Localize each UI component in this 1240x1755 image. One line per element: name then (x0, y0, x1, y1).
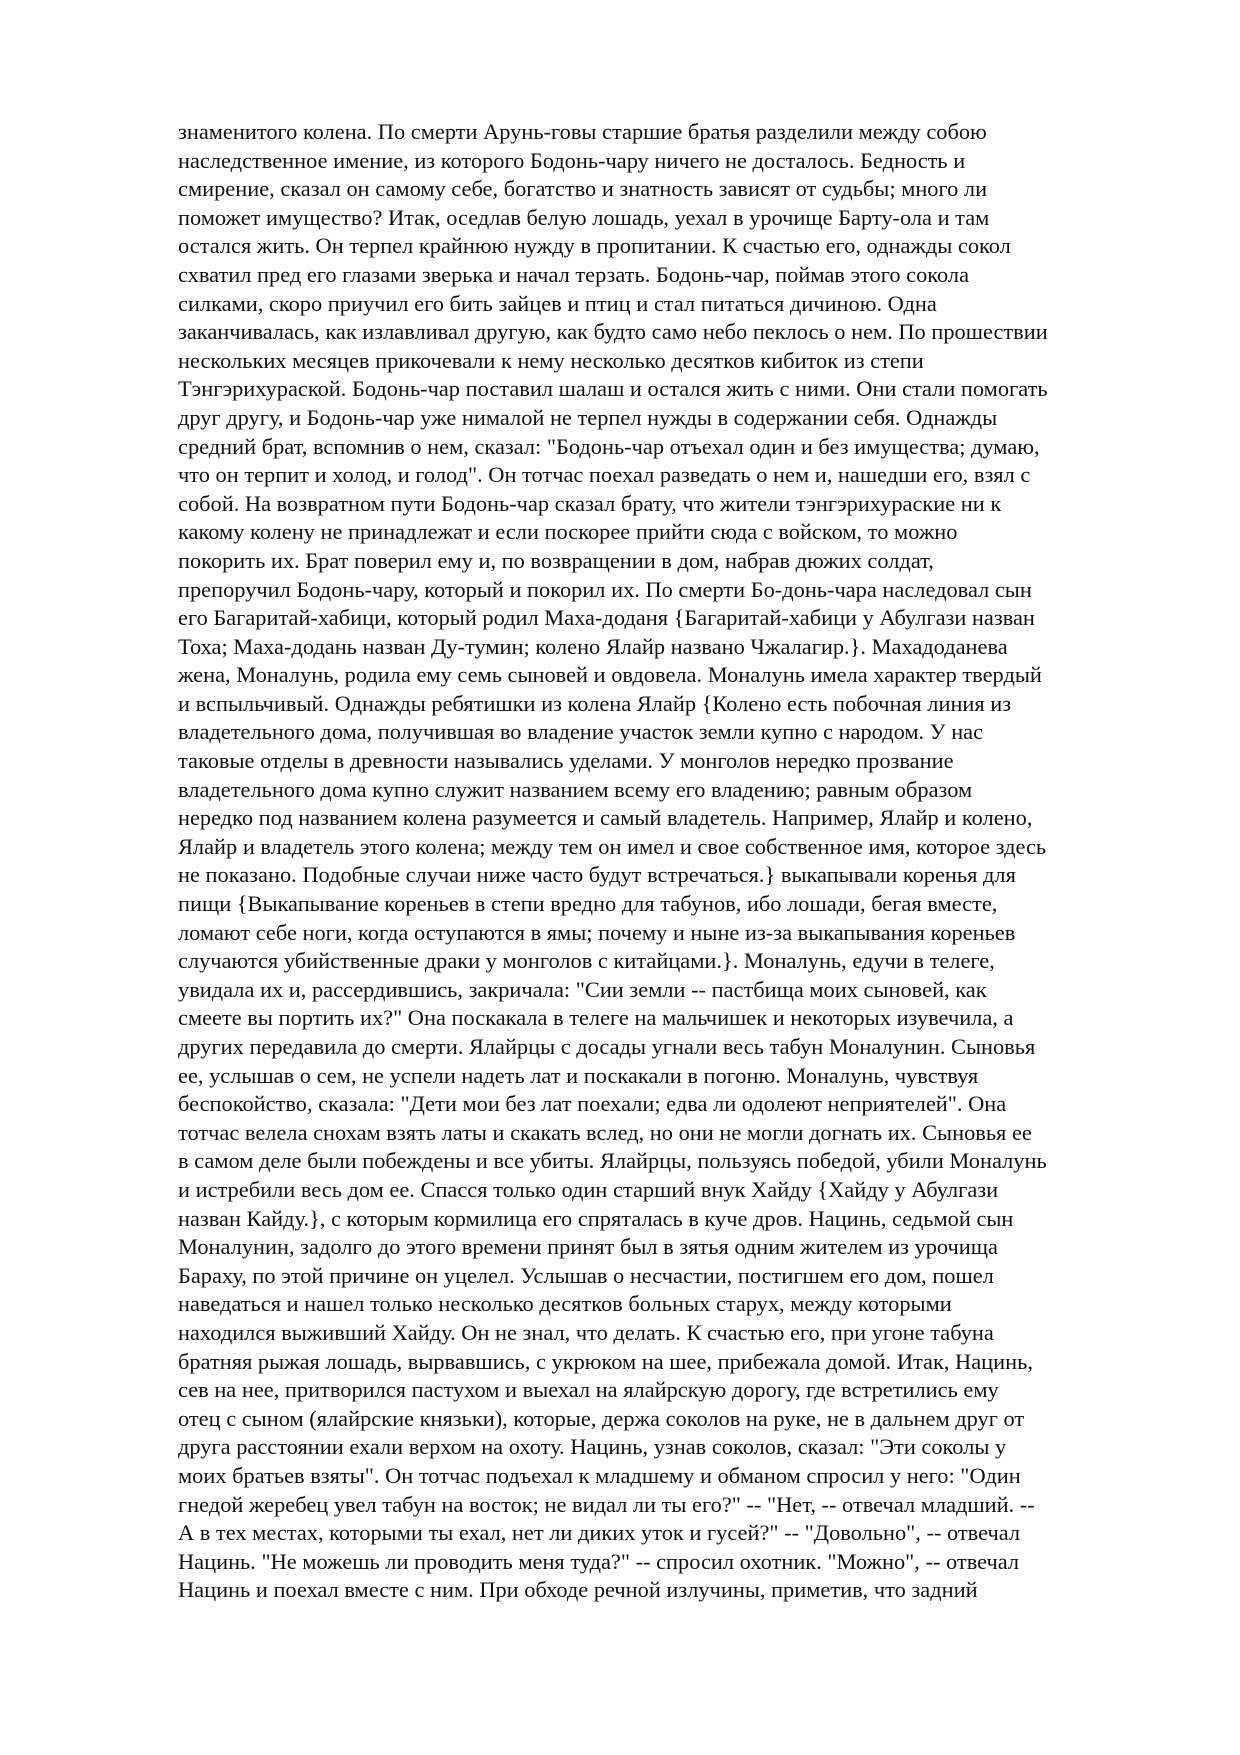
text-line: владетельного дома, получившая во владение участок земли купно с народом. У нас (178, 719, 984, 745)
body-text (178, 118, 1138, 1605)
text-line: жена, Моналунь, родила ему семь сыновей и овдовела. Моналунь имела характер твердый (178, 662, 1042, 688)
text-line: Нацинь. "Не можешь ли проводить меня туда?" -- спросил охотник. "Можно", -- отвечал (178, 1548, 1020, 1574)
text-line: заканчивалась, как излавливал другую, как будто само небо пеклось о нем. По прошествии (178, 319, 1048, 345)
text-line: наследственное имение, из которого Бодонь-чару ничего не досталось. Бедность и (178, 147, 966, 173)
text-line: отец с сыном (ялайрские князьки), которые, держа соколов на руке, не в дальнем друг от (178, 1405, 1025, 1431)
text-line: случаются убийственные драки у монголов с китайцами.}. Моналунь, едучи в телеге, (178, 948, 995, 974)
text-line: находился выживший Хайду. Он не знал, что делать. К счастью его, при угоне табуна (178, 1319, 994, 1345)
text-line: Ялайр и владетель этого колена; между тем он имел и свое собственное имя, которое здесь (178, 833, 1047, 859)
text-line: назван Кайду.}, с которым кормилица его спряталась в куче дров. Нацинь, седьмой сын (178, 1205, 1014, 1231)
text-line: остался жить. Он терпел крайнюю нужду в пропитании. К счастью его, однажды сокол (178, 233, 1011, 259)
text-line: препоручил Бодонь-чару, который и покорил их. По смерти Бо-донь-чара наследовал сын (178, 576, 1032, 602)
text-line: гнедой жеребец увел табун на восток; не видал ли ты его?" -- "Нет, -- отвечал младший. -- (178, 1491, 1035, 1517)
text-line: тотчас велела снохам взять латы и скакать вслед, но они не могли догнать их. Сыновья ее (178, 1119, 1032, 1145)
text-line: Моналунин, задолго до этого времени принят был в зятья одним жителем из урочища (178, 1234, 998, 1260)
text-line: какому колену не принадлежат и если поскорее прийти сюда с войском, то можно (178, 519, 958, 545)
text-line: и вспыльчивый. Однажды ребятишки из колена Ялайр {Колено есть побочная линия из (178, 690, 1012, 716)
text-line: в самом деле были побеждены и все убиты. Ялайрцы, пользуясь победой, убили Моналунь (178, 1148, 1047, 1174)
text-line: Бараху, по этой причине он уцелел. Услышав о несчастии, постигшем его дом, пошел (178, 1262, 994, 1288)
text-line: Тэнгэрихураской. Бодонь-чар поставил шалаш и остался жить с ними. Они стали помогать (178, 376, 1048, 402)
text-line: и истребили весь дом ее. Спасся только один старший внук Хайду {Хайду у Абулгази (178, 1176, 999, 1202)
text-line: нередко под названием колена разумеется и самый владетель. Например, Ялайр и колено, (178, 805, 1033, 831)
text-line: сев на нее, притворился пастухом и выехал на ялайрскую дорогу, где встретились ему (178, 1377, 999, 1403)
text-line: А в тех местах, которыми ты ехал, нет ли диких уток и гусей?" -- "Довольно", -- отвечал (178, 1520, 1021, 1546)
text-line: силками, скоро приучил его бить зайцев и птиц и стал питаться дичиною. Одна (178, 290, 937, 316)
text-line: ее, услышав о сем, не успели надеть лат и поскакали в погоню. Моналунь, чувствуя (178, 1062, 979, 1088)
text-line: пищи {Выкапывание кореньев в степи вредно для табунов, ибо лошади, бегая вместе, (178, 891, 998, 917)
text-line: смирение, сказал он самому себе, богатство и знатность зависят от судьбы; много ли (178, 176, 988, 202)
text-line: собой. На возвратном пути Бодонь-чар сказал брату, что жители тэнгэрихураские ни к (178, 490, 1002, 516)
text-line: таковые отделы в древности назывались уделами. У монголов нередко прозвание (178, 748, 954, 774)
text-line: Нацинь и поехал вместе с ним. При обходе речной излучины, приметив, что задний (178, 1577, 978, 1603)
text-line: знаменитого колена. По смерти Арунь-говы старшие братья разделили между собою (178, 119, 987, 144)
text-line: средний брат, вспомнив о нем, сказал: "Бодонь-чар отъехал один и без имущества; думаю, (178, 433, 1040, 459)
text-line: его Багаритай-хабици, который родил Маха-доданя {Багаритай-хабици у Абулгази назван (178, 605, 1035, 631)
text-line: ломают себе ноги, когда оступаются в ямы; почему и ныне из-за выкапывания кореньев (178, 919, 1016, 945)
text-line: моих братьев взяты". Он тотчас подъехал к младшему и обманом спросил у него: "Один (178, 1462, 1021, 1488)
text-line: друга расстоянии ехали верхом на охоту. Нацинь, узнав соколов, сказал: "Эти соколы у (178, 1434, 1007, 1460)
text-line: наведаться и нашел только несколько десятков больных старух, между которыми (178, 1291, 952, 1317)
text-line: что он терпит и холод, и голод". Он тотчас поехал разведать о нем и, нашедши его, взял с (178, 462, 1031, 488)
text-line: Тоха; Маха-додань назван Ду-тумин; колено Ялайр названо Чжалагир.}. Махадоданева (178, 633, 1008, 659)
text-line: друг другу, и Бодонь-чар уже нималой не терпел нужды в содержании себя. Однажды (178, 404, 998, 430)
text-line: смеете вы портить их?" Она поскакала в телеге на мальчишек и некоторых изувечила, а (178, 1005, 1014, 1031)
text-line: схватил пред его глазами зверька и начал терзать. Бодонь-чар, поймав этого сокола (178, 261, 970, 287)
text-line: не показано. Подобные случаи ниже часто будут встречаться.} выкапывали коренья для (178, 862, 1016, 888)
text-line: беспокойство, сказала: "Дети мои без лат поехали; едва ли одолеют неприятелей". Она (178, 1091, 1007, 1117)
text-line: поможет имущество? Итак, оседлав белую лошадь, уехал в урочище Барту-ола и там (178, 204, 990, 230)
text-line: покорить их. Брат поверил ему и, по возвращении в дом, набрав дюжих солдат, (178, 547, 934, 573)
text-line: братняя рыжая лошадь, вырвавшись, с укрюком на шее, прибежала домой. Итак, Нацинь, (178, 1348, 1033, 1374)
text-line: других передавила до смерти. Ялайрцы с досады угнали весь табун Моналунин. Сыновья (178, 1034, 1036, 1059)
text-line: владетельного дома купно служит названием всему его владению; равным образом (178, 776, 973, 802)
text-line: нескольких месяцев прикочевали к нему несколько десятков кибиток из степи (178, 347, 924, 373)
text-line: увидала их и, рассердившись, закричала: "Сии земли -- пастбища моих сыновей, как (178, 976, 987, 1002)
